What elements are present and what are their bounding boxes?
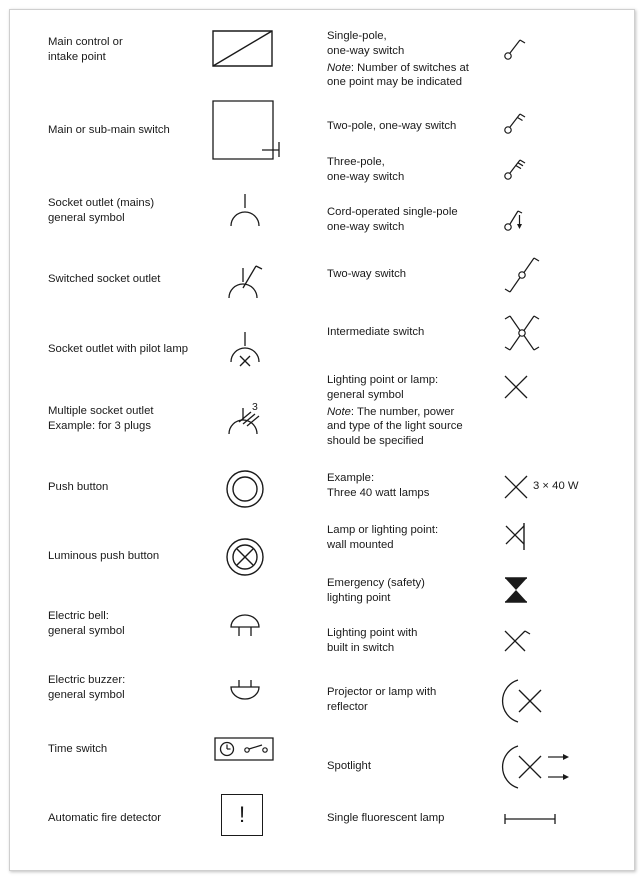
label-two-way-switch: Two-way switch bbox=[327, 268, 407, 280]
three-pole-switch-symbol bbox=[500, 156, 530, 184]
label-spotlight: Spotlight bbox=[327, 760, 371, 772]
label-single-pole-switch: Single-pole, one-way switch Note: Number of switches at one point may be indicated bbox=[327, 30, 469, 89]
cord-switch-symbol bbox=[500, 205, 530, 235]
push-button-symbol bbox=[225, 469, 265, 509]
lighting-point-symbol bbox=[503, 374, 529, 400]
projector-lamp-symbol bbox=[500, 678, 546, 724]
fire-detector-symbol: ! bbox=[221, 794, 263, 836]
label-luminous-push-button: Luminous push button bbox=[48, 550, 160, 562]
two-way-switch-symbol bbox=[500, 254, 544, 296]
label-three-pole-switch: Three-pole, one-way switch bbox=[327, 156, 405, 183]
label-fluorescent-lamp: Single fluorescent lamp bbox=[327, 812, 445, 824]
two-pole-switch-symbol bbox=[500, 110, 530, 138]
label-three-lamps: Example: Three 40 watt lamps bbox=[327, 472, 430, 499]
label-socket-outlet: Socket outlet (mains) general symbol bbox=[48, 197, 155, 224]
label-socket-pilot-lamp: Socket outlet with pilot lamp bbox=[48, 343, 189, 355]
label-emergency-light: Emergency (safety) lighting point bbox=[327, 577, 425, 604]
multiple-socket-symbol bbox=[226, 400, 266, 438]
single-pole-switch-symbol bbox=[500, 36, 530, 64]
label-two-pole-switch: Two-pole, one-way switch bbox=[327, 120, 457, 132]
label-projector-lamp: Projector or lamp with reflector bbox=[327, 686, 437, 713]
main-control-symbol bbox=[212, 30, 274, 68]
intermediate-switch-symbol bbox=[500, 311, 544, 355]
light-with-switch-symbol bbox=[503, 627, 533, 655]
luminous-push-button-symbol bbox=[225, 537, 265, 577]
label-multiple-socket: Multiple socket outlet Example: for 3 plugs bbox=[48, 405, 154, 432]
emergency-light-symbol bbox=[504, 577, 528, 603]
label-cord-switch: Cord-operated single-pole one-way switch bbox=[327, 206, 458, 233]
main-switch-symbol bbox=[212, 100, 282, 162]
electric-bell-symbol bbox=[228, 614, 262, 638]
label-main-switch: Main or sub-main switch bbox=[48, 124, 170, 136]
wall-lamp-symbol bbox=[504, 522, 530, 552]
label-fire-detector: Automatic fire detector bbox=[48, 812, 162, 824]
three-lamps-symbol bbox=[503, 474, 529, 500]
time-switch-symbol bbox=[214, 737, 276, 763]
lamp-rating-text: 3 × 40 W bbox=[533, 480, 579, 492]
label-electric-buzzer: Electric buzzer: general symbol bbox=[48, 674, 126, 701]
fluorescent-lamp-symbol bbox=[503, 812, 557, 826]
label-lighting-point: Lighting point or lamp: general symbol Note: The number, power and type of the light source should be specified bbox=[327, 374, 463, 448]
label-switched-socket: Switched socket outlet bbox=[48, 273, 161, 285]
label-intermediate-switch: Intermediate switch bbox=[327, 326, 425, 338]
label-light-with-switch: Lighting point with built in switch bbox=[327, 627, 418, 654]
socket-pilot-lamp-symbol bbox=[228, 330, 262, 370]
label-wall-lamp: Lamp or lighting point: wall mounted bbox=[327, 524, 439, 551]
label-time-switch: Time switch bbox=[48, 743, 108, 755]
label-push-button: Push button bbox=[48, 481, 109, 493]
socket-outlet-symbol bbox=[228, 192, 262, 230]
spotlight-symbol bbox=[500, 744, 574, 790]
multiple-socket-count: 3 bbox=[252, 401, 258, 413]
label-electric-bell: Electric bell: general symbol bbox=[48, 610, 125, 637]
label-main-control: Main control or intake point bbox=[48, 36, 123, 63]
switched-socket-symbol bbox=[226, 260, 266, 300]
electric-buzzer-symbol bbox=[228, 678, 262, 704]
